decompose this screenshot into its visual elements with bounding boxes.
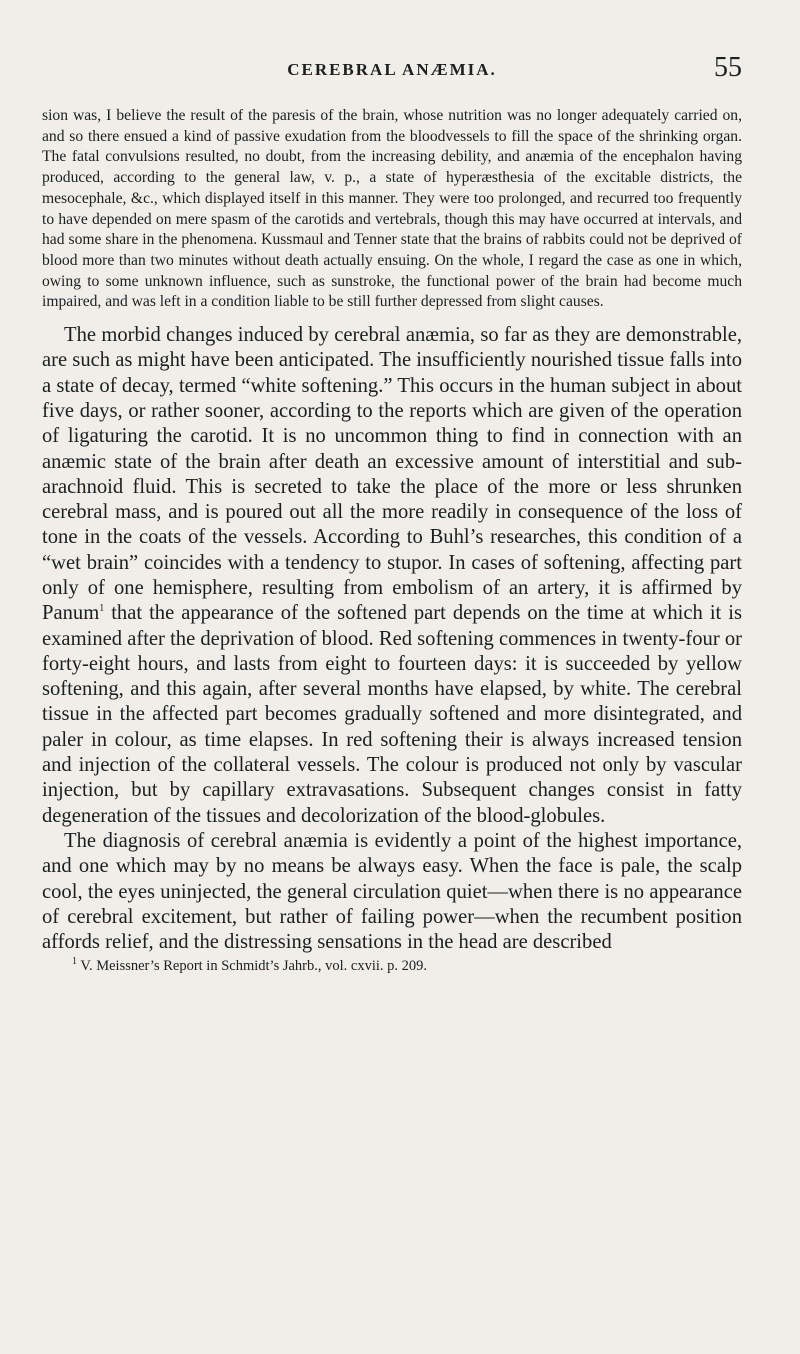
footnote-number: 1 <box>72 956 77 968</box>
footnote <box>72 957 742 975</box>
page-number: 55 <box>714 52 742 83</box>
footnote-marker: 1 <box>99 603 105 615</box>
paragraph-3: The diagnosis of cerebral anæmia is evidently a point of the highest importance, and one which may by no means be always easy. When the face is pale, the scalp cool, the eyes uninjected, the general circulation quiet—when there is no appearance of cerebral excitement, but rather of failing power—when the recumbent position affords relief, and the distressing sensations in the head are described <box>42 829 742 954</box>
paragraph-2-text-a: The morbid changes induced by cerebral anæmia, so far as they are demonstrable, are such as might have been anticipated. The insufficiently nourished tissue falls into a state of decay, termed “white softening.” This occurs in the human subject in about five days, or rather sooner, according to the reports which are given of the operation of ligaturing the carotid. It is no uncommon thing to find in connection with an anæmic state of the brain after death an excessive amount of interstitial and sub-arachnoid fluid. This is secreted to take the place of the more or less shrunken cerebral mass, and is poured out all the more readily in consequence of the loss of tone in the coats of the vessels. According to Buhl’s researches, this condition of a “wet brain” coincides with a tendency to stupor. In cases of softening, affecting part only of one hemisphere, resulting from embolism of an artery, it is affirmed by Panum <box>42 324 742 625</box>
paragraph-2-text-b: that the appearance of the softened part depends on the time at which it is examined after the deprivation of blood. Red softening commences in twenty-four or forty-eight hours, and lasts from eight to fourteen days: it is succeeded by yellow softening, and this again, after several months have elapsed, by white. The cerebral tissue in the affected part becomes gradually softened and more disintegrated, and paler in colour, as time elapses. In red softening their is always increased tension and injection of the collateral vessels. The colour is produced not only by vascular injection, but by capillary extravasations. Subsequent changes consist in fatty degeneration of the tissues and decolorization of the blood-globules. <box>42 602 742 827</box>
paragraph-1: sion was, I believe the result of the paresis of the brain, whose nutrition was no longer adequately carried on, and so there ensued a kind of passive exudation from the bloodvessels to fill the space of the shrinking organ. The fatal convulsions resulted, no doubt, from the increasing debility, and anæmia of the encephalon having produced, according to the general law, v. p., a state of hyperæsthesia of the excitable districts, the mesocephale, &c., which displayed itself in this manner. They were too prolonged, and recurred too frequently to have depended on mere spasm of the carotids and vertebrals, though this may have occurred at intervals, and had some share in the phenomena. Kussmaul and Tenner state that the brains of rabbits could not be deprived of blood more than two minutes without death actually ensuing. On the whole, I regard the case as one in which, owing to some unknown influence, such as sunstroke, the functional power of the brain had become much impaired, and was left in a condition liable to be still further depressed from slight causes. <box>42 107 742 311</box>
page-header <box>42 52 742 88</box>
running-head: CEREBRAL ANÆMIA. <box>287 60 497 79</box>
paragraph-2 <box>42 323 742 829</box>
footnote-text: V. Meissner’s Report in Schmidt’s Jahrb., vol. cxvii. p. 209. <box>77 958 428 975</box>
book-page <box>42 52 742 975</box>
